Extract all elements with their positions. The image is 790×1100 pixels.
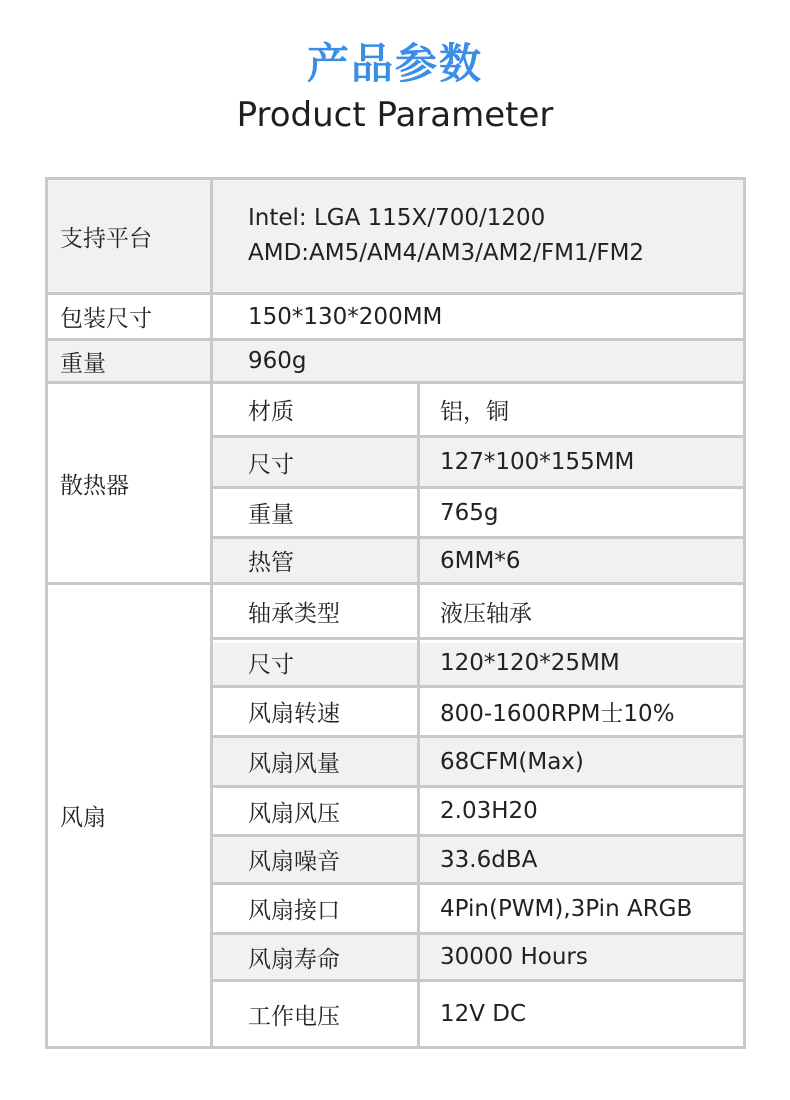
package-label: 包装尺寸: [60, 306, 152, 332]
page-title-cn: 产品参数: [306, 39, 483, 88]
fan-label: 风扇: [60, 805, 106, 831]
fan-row-value: 68CFM(Max): [440, 748, 584, 775]
fan-row-label: 风扇风量: [248, 751, 340, 777]
page-title-en: Product Parameter: [236, 95, 554, 135]
platform-value: [248, 180, 738, 292]
heatsink-label: 散热器: [60, 472, 129, 499]
fan-row-value: 120*120*25MM: [440, 649, 620, 676]
heatsink-row-label: 尺寸: [248, 451, 294, 478]
fan-row-label: 风扇接口: [248, 898, 340, 924]
heatsink-row-value: 765g: [440, 499, 499, 526]
platform-intel: Intel: LGA 115X/700/1200: [248, 205, 546, 231]
fan-row-value: 液压轴承: [440, 600, 532, 627]
fan-row-value: 2.03H20: [440, 798, 538, 824]
package-value: 150*130*200MM: [248, 303, 443, 330]
platform-amd: AMD:AM5/AM4/AM3/AM2/FM1/FM2: [248, 240, 645, 266]
fan-row-label: 尺寸: [248, 652, 294, 678]
parameter-table: [45, 177, 746, 1049]
fan-row-value: 800-1600RPM士10%: [440, 701, 675, 727]
heatsink-row-label: 材质: [248, 399, 294, 425]
fan-row-label: 轴承类型: [248, 600, 340, 627]
fan-row-label: 工作电压: [248, 1003, 340, 1030]
fan-row-label: 风扇转速: [248, 701, 340, 727]
heatsink-row-label: 热管: [248, 550, 294, 576]
fan-row-label: 风扇寿命: [248, 946, 340, 973]
heatsink-row-label: 重量: [248, 502, 294, 528]
fan-row-value: 30000 Hours: [440, 944, 588, 970]
heatsink-row-value: 铝，铜: [440, 399, 509, 425]
heatsink-row-value: 6MM*6: [440, 547, 521, 574]
fan-row-value: 12V DC: [440, 1001, 527, 1027]
platform-label: 支持平台: [60, 225, 152, 252]
weight-label: 重量: [60, 350, 106, 377]
fan-row-label: 风扇噪音: [248, 849, 340, 875]
weight-value: 960g: [248, 348, 307, 374]
fan-row-label: 风扇风压: [248, 800, 340, 827]
fan-row-value: 4Pin(PWM),3Pin ARGB: [440, 895, 693, 922]
fan-row-value: 33.6dBA: [440, 846, 538, 873]
heatsink-row-value: 127*100*155MM: [440, 449, 635, 475]
